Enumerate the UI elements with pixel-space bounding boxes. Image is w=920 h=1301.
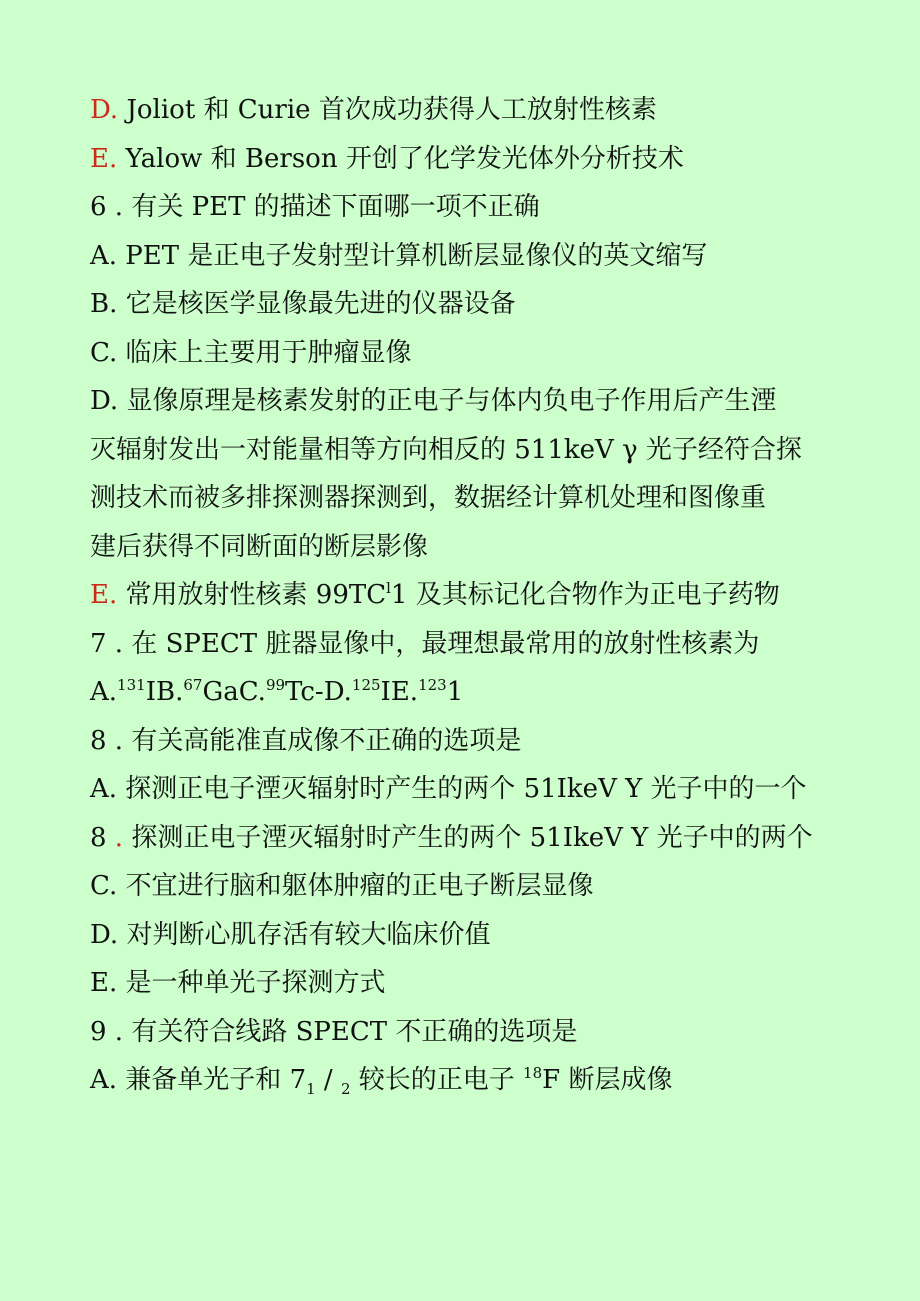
q6-option-b: B. 它是核医学显像最先进的仪器设备 bbox=[90, 289, 516, 319]
q6-option-d-line-4: 建后获得不同断面的断层影像 bbox=[90, 531, 429, 562]
q7-option-e-text: 1 bbox=[446, 677, 464, 707]
option-letter: D. bbox=[90, 95, 119, 125]
document-page bbox=[90, 86, 890, 1105]
option-text: Yalow 和 Berson 开创了化学发光体外分析技术 bbox=[117, 143, 684, 174]
option-text: A. 兼备单光子和 7 bbox=[90, 1065, 307, 1095]
q8-option-e: E. 是一种单光子探测方式 bbox=[90, 968, 386, 998]
option-text: 常用放射性核素 99TC bbox=[117, 580, 387, 610]
half-life-subscript-2: 2 bbox=[340, 1080, 351, 1098]
q7-option-d-text: IE. bbox=[380, 677, 419, 707]
option-dot: . bbox=[106, 822, 124, 853]
mass-number-i131: 131 bbox=[117, 676, 146, 694]
q8-option-b bbox=[90, 814, 890, 863]
question-7: 7 . 在 SPECT 脏器显像中，最理想最常用的放射性核素为 bbox=[90, 628, 760, 659]
half-life-subscript-1: 1 bbox=[306, 1080, 316, 1098]
slash: / bbox=[315, 1065, 341, 1095]
superscript: l bbox=[386, 579, 391, 597]
q7-option-a-text: IB. bbox=[145, 677, 184, 707]
q7-option-b-text: GaC. bbox=[202, 677, 266, 707]
q8-option-d: D. 对判断心肌存活有较大临床价值 bbox=[90, 919, 491, 950]
question-6: 6 . 有关 PET 的描述下面哪一项不正确 bbox=[90, 192, 540, 222]
option-letter: E. bbox=[90, 580, 118, 610]
q6-option-d-line-1: D. 显像原理是核素发射的正电子与体内负电子作用后产生湮 bbox=[90, 386, 777, 416]
q6-option-d-line-3: 测技术而被多排探测器探测到，数据经计算机处理和图像重 bbox=[90, 483, 767, 513]
question-8: 8 . 有关高能准直成像不正确的选项是 bbox=[90, 725, 522, 756]
option-text-tail: 1 及其标记化合物作为正电子药物 bbox=[390, 580, 780, 610]
option-number: 8 bbox=[90, 822, 107, 853]
mass-number-i125: 125 bbox=[351, 676, 381, 694]
mass-number-tc99: 99 bbox=[265, 676, 286, 694]
mass-number-ga67: 67 bbox=[183, 676, 203, 694]
option-text-tail: F 断层成像 bbox=[542, 1065, 673, 1095]
mass-number-f18: 18 bbox=[523, 1064, 543, 1082]
q8-option-c: C. 不宜进行脑和躯体肿瘤的正电子断层显像 bbox=[90, 871, 594, 901]
q7-options bbox=[90, 668, 890, 717]
q6-option-d-line-2: 灭辐射发出一对能量相等方向相反的 511keV γ 光子经符合探 bbox=[90, 434, 802, 465]
option-text: 探测正电子湮灭辐射时产生的两个 51IkeV Y 光子中的两个 bbox=[123, 822, 813, 853]
q8-option-a: A. 探测正电子湮灭辐射时产生的两个 51IkeV Y 光子中的一个 bbox=[90, 774, 807, 804]
question-9: 9 . 有关符合线路 SPECT 不正确的选项是 bbox=[90, 1016, 578, 1047]
option-d-joliot-curie bbox=[90, 86, 890, 135]
q7-option-c-text: Tc-D. bbox=[285, 677, 352, 707]
q7-prefix: A. bbox=[90, 677, 118, 707]
q6-option-c: C. 临床上主要用于肿瘤显像 bbox=[90, 337, 412, 368]
q6-option-a: A. PET 是正电子发射型计算机断层显像仪的英文缩写 bbox=[90, 240, 708, 271]
option-e-yalow-berson bbox=[90, 135, 890, 184]
option-letter: E. bbox=[90, 143, 118, 174]
q6-option-e bbox=[90, 571, 890, 620]
option-text: Joliot 和 Curie 首次成功获得人工放射性核素 bbox=[118, 95, 657, 125]
mass-number-i123: 123 bbox=[418, 676, 447, 694]
q9-option-a bbox=[90, 1056, 890, 1105]
option-text-middle: 较长的正电子 bbox=[350, 1065, 524, 1095]
